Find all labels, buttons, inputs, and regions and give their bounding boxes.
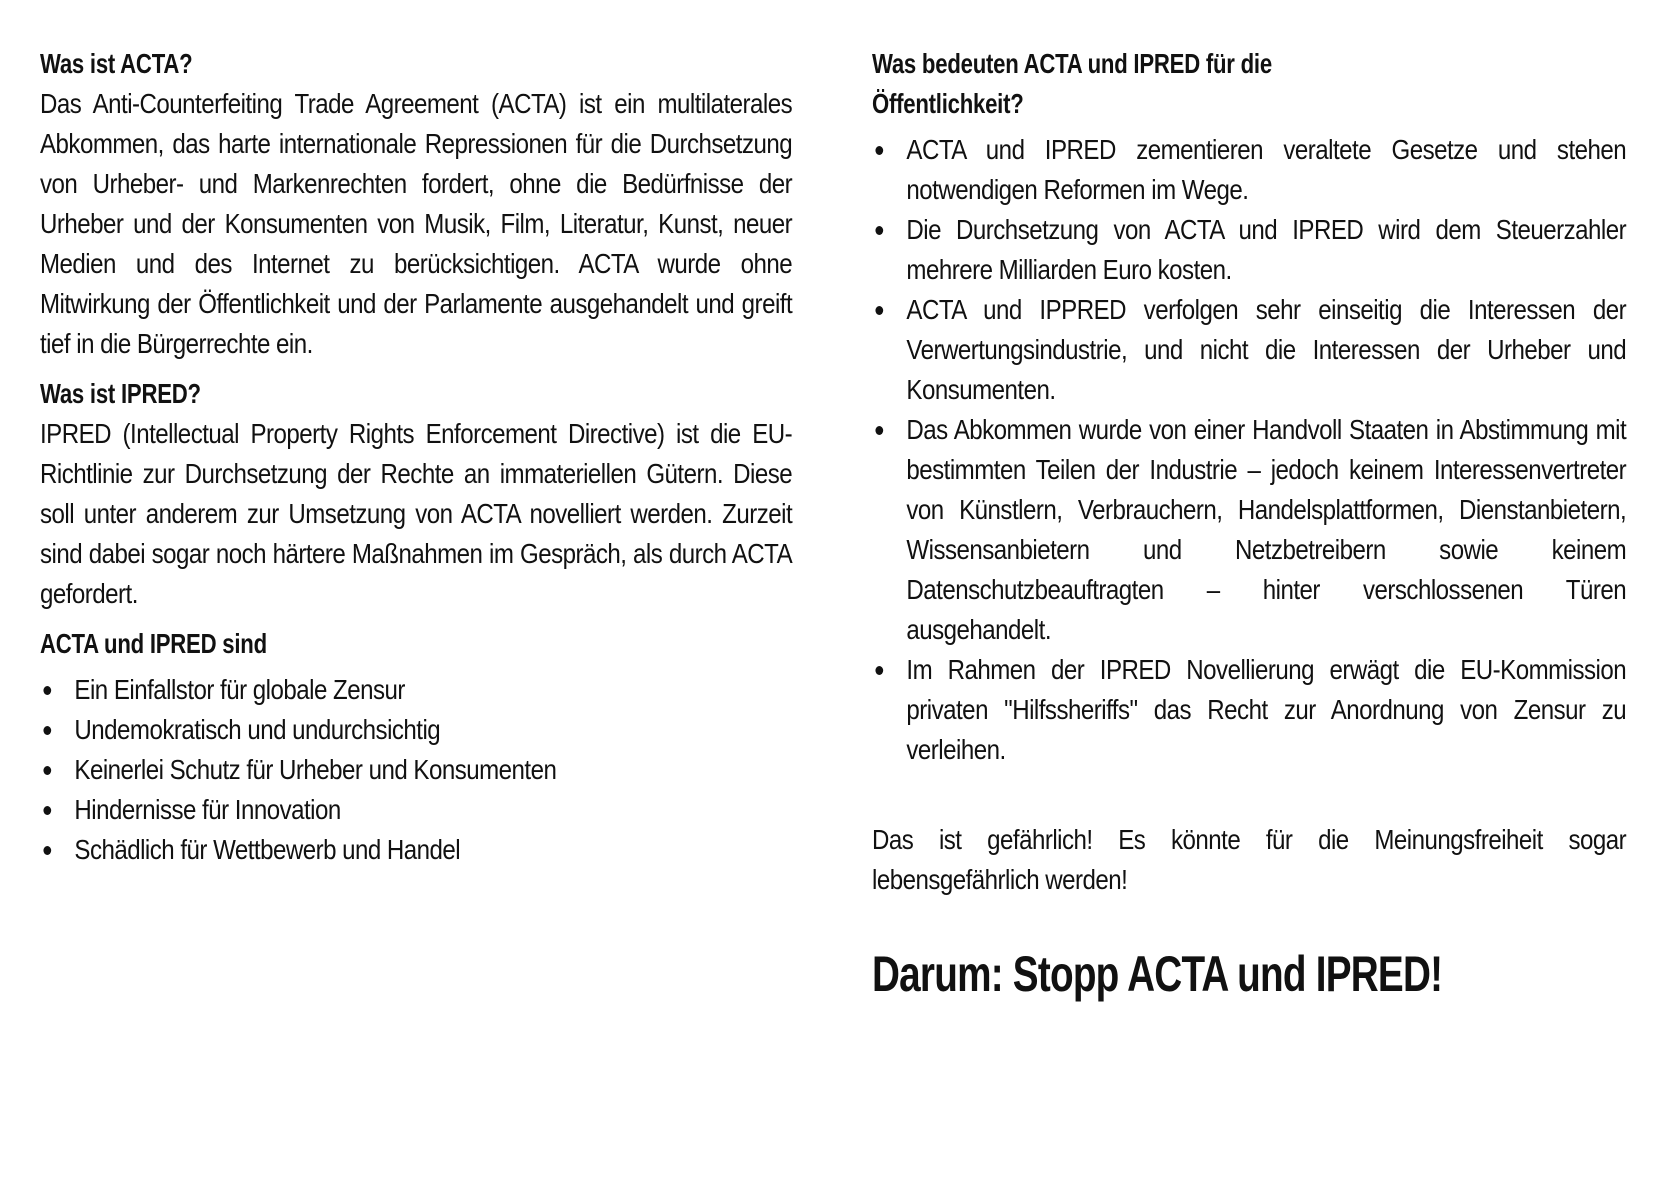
right-column xyxy=(872,44,1626,1004)
oeffentlichkeit-list xyxy=(872,130,1626,770)
bullet-icon xyxy=(43,726,51,735)
left-column xyxy=(40,44,792,870)
list-item: Schädlich für Wettbewerb und Handel xyxy=(40,830,792,870)
acta-ipred-sind-heading: ACTA und IPRED sind xyxy=(40,628,267,659)
warning-paragraph: Das ist gefährlich! Es könnte für die Meinungsfreiheit sogar lebensgefährlich werden! xyxy=(872,824,1627,895)
list-item: Keinerlei Schutz für Urheber und Konsumenten xyxy=(40,750,792,790)
bullet-icon xyxy=(875,226,883,235)
bullet-icon xyxy=(875,666,883,675)
bullet-icon xyxy=(875,146,883,155)
bullet-icon xyxy=(43,686,51,695)
ipred-heading: Was ist IPRED? xyxy=(40,378,201,409)
bullet-icon xyxy=(875,306,883,315)
list-item: Hindernisse für Innovation xyxy=(40,790,792,830)
list-item: Ein Einfallstor für globale Zensur xyxy=(40,670,792,710)
bullet-icon xyxy=(43,806,51,815)
acta-paragraph: Das Anti-Counterfeiting Trade Agreement (ACTA) ist ein multilaterales Abkommen, das harte internationale Repressionen für die Durchsetzung von Urheber- und Markenrechten fordert, ohne die Bedürfnisse der Urheber und der Konsumenten von Musik, Film, Literatur, Kunst, neuer Medien und des Internet zu berücksichtigen. ACTA wurde ohne Mitwirkung der Öffentlichkeit und der Parlamente ausgehandelt und greift tief in die Bürgerrechte ein. xyxy=(40,88,793,359)
oeffentlichkeit-heading: Was bedeuten ACTA und IPRED für die Öffentlichkeit? xyxy=(872,48,1272,119)
left-column-content xyxy=(40,44,792,870)
list-item: Die Durchsetzung von ACTA und IPRED wird dem Steuerzahler mehrere Milliarden Euro kosten. xyxy=(872,210,1626,290)
list-item: ACTA und IPRED zementieren veraltete Gesetze und stehen notwendigen Reformen im Wege. xyxy=(872,130,1626,210)
sind-list xyxy=(40,670,792,870)
bullet-icon xyxy=(875,426,883,435)
slogan: Darum: Stopp ACTA und IPRED! xyxy=(872,946,1443,1002)
bullet-icon xyxy=(43,766,51,775)
list-item: Das Abkommen wurde von einer Handvoll Staaten in Abstimmung mit bestimmten Teilen der Industrie – jedoch keinem Interessenvertreter von Künstlern, Verbrauchern, Handelsplattformen, Dienstanbietern, Wissensanbietern und Netzbetreibern sowie keinem Datenschutzbeauftragten – hinter verschlossenen Türen ausgehandelt. xyxy=(872,410,1626,650)
acta-heading: Was ist ACTA? xyxy=(40,48,193,79)
list-item: Im Rahmen der IPRED Novellierung erwägt die EU-Kommission privaten "Hilfssheriffs" das Recht zur Anordnung von Zensur zu verleihen. xyxy=(872,650,1626,770)
right-column-content xyxy=(872,44,1626,1004)
list-item: Undemokratisch und undurchsichtig xyxy=(40,710,792,750)
list-item: ACTA und IPPRED verfolgen sehr einseitig die Interessen der Verwertungsindustrie, und nicht die Interessen der Urheber und Konsumenten. xyxy=(872,290,1626,410)
ipred-paragraph: IPRED (Intellectual Property Rights Enforcement Directive) ist die EU-Richtlinie zur Durchsetzung der Rechte an immateriellen Gütern. Diese soll unter anderem zur Umsetzung von ACTA novelliert werden. Zurzeit sind dabei sogar noch härtere Maßnahmen im Gespräch, als durch ACTA gefordert. xyxy=(40,418,793,609)
bullet-icon xyxy=(43,846,51,855)
